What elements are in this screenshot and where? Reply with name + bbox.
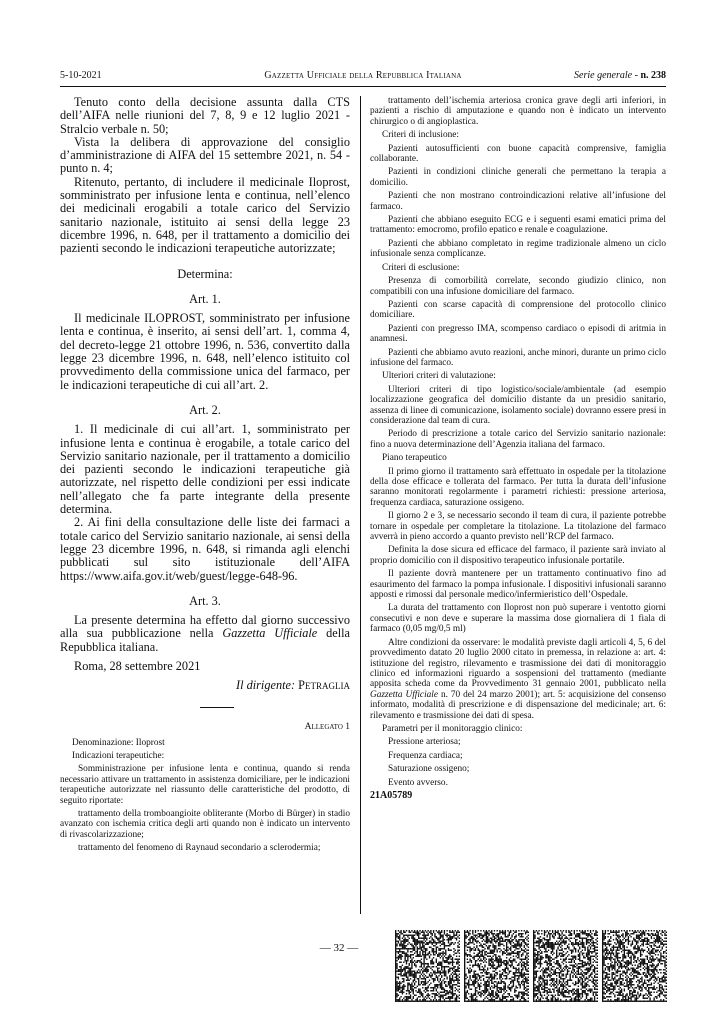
series-number: Serie generale - n. 238 <box>574 70 666 81</box>
exclusion-item: Pazienti con scarse capacità di comprensione del protocollo clinico domiciliare. <box>370 299 666 321</box>
place-date: Roma, 28 settembre 2021 <box>74 658 201 673</box>
article-1-title: Art. 1. <box>189 291 221 306</box>
plan-item: Il primo giorno il trattamento sarà effettuato in ospedale per la titolazione della dose efficace e tollerata del farmaco. Per tutta la durata dell’infusione saranno monitorati regolarmente i parametri richiesti: pressione arteriosa, frequenza cardiaca, saturazione ossigeno. <box>370 466 666 508</box>
other-conditions: Altre condizioni da osservare: le modalità previste dagli articoli 4, 5, 6 del provvedimento datato 20 luglio 2000 citato in premessa, in relazione a: art. 4: istituzione del registro, rilevamento e trasmissione dei dati di monitoraggio clinico ed informazioni riguardo a sospensioni del trattamento (mediante apposita scheda come da Provvedimento 31 gennaio 2001, pubblicato nella Gazzetta Ufficiale n. 70 del 24 marzo 2001); art. 5: acquisizione del consenso informato, modalità di prescrizione e di dispensazione del medicinale; art. 6: rilevamento e trasmissione dei dati di spesa. <box>370 637 666 721</box>
datamatrix-code <box>533 930 598 1002</box>
determina-heading: Determina: <box>177 266 233 281</box>
series-label: Serie generale <box>574 70 633 81</box>
plan-item: Il giorno 2 e 3, se necessario secondo il team di cura, il paziente potrebbe tornare in ospedale per completare la titolazione. La titolazione del farmaco avverrà in pieno accordo a quanto previsto nell’RCP del farmaco. <box>370 511 666 543</box>
exclusion-heading: Criteri di esclusione: <box>382 262 460 273</box>
inclusion-item: Pazienti che abbiano eseguito ECG e i seguenti esami ematici prima del trattamento: emocromo, profilo epatico e renale e coagulazione. <box>370 215 666 236</box>
indication-item: trattamento della tromboangioite obliterante (Morbo di Bürger) in stadio avanzato con ischemia critica degli arti quando non è indicato un intervento di rivascolarizzazione; <box>60 809 350 840</box>
somministrazione-text: Somministrazione per infusione lenta e continua, quando si renda necessario attivare un trattamento in assistenza domiciliare, per le indicazioni terapeutiche autorizzate nel riassunto delle caratteristiche del prodotto, di seguito riportate: <box>60 764 350 806</box>
exclusion-item: Presenza di comorbilità correlate, secondo giudizio clinico, non compatibili con una infusione domiciliare del farmaco. <box>370 276 666 297</box>
datamatrix-codes <box>395 930 667 1002</box>
inclusion-item: Pazienti che abbiano completato in regime tradizionale almeno un ciclo infusionale senza complicanze. <box>370 238 666 260</box>
further-criteria-item: Ulteriori criteri di tipo logistico/sociale/ambientale (ad esempio localizzazione geografica del domicilio distante da un presidio sanitario, assenza di linee di comunicazione, isolamento sociale) dovranno essere presi in considerazione dal team di cura. <box>370 384 666 426</box>
datamatrix-code <box>395 930 460 1002</box>
article-3-title: Art. 3. <box>189 593 221 608</box>
monitoring-item: Saturazione ossigeno; <box>388 764 470 775</box>
page-number: — 32 — <box>319 942 359 954</box>
document-code: 21A05789 <box>370 789 413 801</box>
signature-line: Il dirigente: Petraglia <box>236 678 350 693</box>
page-header <box>60 70 666 84</box>
datamatrix-code <box>602 930 667 1002</box>
header-rule <box>60 86 666 87</box>
article-2-title: Art. 2. <box>189 402 221 417</box>
plan-item: Il paziente dovrà mantenere per un trattamento continuativo fino ad esaurimento del farmaco la pompa infusionale. I dispositivi infusionali saranno apposti e rimossi dal personale medico/infermieristico dell’Ospedale. <box>370 569 666 601</box>
inclusion-item: Pazienti autosufficienti con buone capacità comprensive, famiglia collaborante. <box>370 143 666 165</box>
monitoring-item: Evento avverso. <box>388 777 448 788</box>
indicazioni-heading: Indicazioni terapeutiche: <box>72 750 165 761</box>
column-divider <box>360 96 361 914</box>
inclusion-item: Pazienti che non mostrano controindicazioni relative all’infusione del farmaco. <box>370 191 666 212</box>
article-2-paragraph-1: 1. Il medicinale di cui all’art. 1, somministrato per infusione lenta e continua è erogabile, a totale carico del Servizio sanitario nazionale, per il trattamento a domicilio dei pazienti secondo le indicazioni terapeutiche già autorizzate, nel rispetto delle condizioni per essi indicate nell’allegato che fa parte integrante della presente determina. <box>60 422 350 517</box>
indication-item: trattamento dell’ischemia arteriosa cronica grave degli arti inferiori, in pazienti a rischio di amputazione e quando non è indicato un intervento chirurgico o di angioplastica. <box>370 96 666 127</box>
gazette-title: Gazzetta Ufficiale della Repubblica Italiana <box>264 70 462 81</box>
exclusion-item: Pazienti con pregresso IMA, scompenso cardiaco o episodi di aritmia in anamnesi. <box>370 323 666 345</box>
plan-item: Definita la dose sicura ed efficace del farmaco, il paziente sarà inviato al proprio domicilio con il dispositivo terapeutico infusionale portatile. <box>370 545 666 566</box>
further-criteria-item: Periodo di prescrizione a totale carico del Servizio sanitario nazionale: fino a nuova determinazione dell’Agenzia italiana del farmaco. <box>370 429 666 450</box>
plan-item: La durata del trattamento con Iloprost non può superare i ventotto giorni consecutivi e non deve e superare la massima dose giornaliera di 1 fiala di farmaco (0,05 mg/0,5 ml) <box>370 603 666 635</box>
right-column <box>370 96 666 934</box>
inclusion-item: Pazienti in condizioni cliniche generali che permettano la terapia a domicilio. <box>370 167 666 188</box>
signature-rule <box>200 707 234 708</box>
issue-date: 5-10-2021 <box>60 70 102 81</box>
allegato-label: Allegato 1 <box>304 721 350 732</box>
monitoring-item: Frequenza cardiaca; <box>388 750 463 761</box>
exclusion-item: Pazienti che abbiamo avuto reazioni, anche minori, durante un primo ciclo infusione del farmaco. <box>370 347 666 368</box>
further-criteria-heading: Ulteriori criteri di valutazione: <box>382 371 496 382</box>
monitoring-item: Pressione arteriosa; <box>388 737 461 748</box>
article-1-text: Il medicinale ILOPROST, somministrato per infusione lenta e continua, è inserito, ai sensi dell’art. 1, comma 4, del decreto-legge 21 ottobre 1996, n. 536, convertito dalla legge 23 dicembre 1996, n. 648, nell’elenco istituito col provvedimento della commissione unica del farmaco, per le indicazioni terapeutiche di cui all’art. 2. <box>60 311 350 392</box>
denominazione: Denominazione: Iloprost <box>72 737 165 748</box>
inclusion-heading: Criteri di inclusione: <box>382 130 459 141</box>
article-3-text: La presente determina ha effetto dal giorno successivo alla sua pubblicazione nella Gazzetta Ufficiale della Repubblica italiana. <box>60 613 350 654</box>
article-2-paragraph-2: 2. Ai fini della consultazione delle liste dei farmaci a totale carico del Servizio sanitario nazionale, ai sensi della legge 23 dicembre 1996, n. 648, si rimanda agli elenchi pubblicati sul sito istituzionale dell’AIFA https://www.aifa.gov.it/web/guest/legge-648-96. <box>60 515 350 583</box>
indication-item: trattamento del fenomeno di Raynaud secondario a sclerodermia; <box>78 843 321 854</box>
issue-number: n. 238 <box>640 70 666 81</box>
intro-paragraph: Ritenuto, pertanto, di includere il medicinale Iloprost, somministrato per infusione lenta e continua, nell’elenco dei medicinali erogabili a totale carico del Servizio sanitario nazionale, istituito ai sensi della legge 23 dicembre 1996, n. 648, per il trattamento a domicilio dei pazienti secondo le indicazioni terapeutiche autorizzate; <box>60 174 350 256</box>
intro-paragraph: Vista la delibera di approvazione del consiglio d’amministrazione di AIFA del 15 settembre 2021, n. 54 - punto n. 4; <box>60 134 350 176</box>
datamatrix-code <box>464 930 529 1002</box>
intro-paragraph: Tenuto conto della decisione assunta dalla CTS dell’AIFA nelle riunioni del 7, 8, 9 e 12 luglio 2021 - Stralcio verbale n. 50; <box>60 96 350 136</box>
monitoring-heading: Parametri per il monitoraggio clinico: <box>382 723 523 734</box>
left-column <box>60 96 350 934</box>
plan-heading: Piano terapeutico <box>382 453 447 464</box>
